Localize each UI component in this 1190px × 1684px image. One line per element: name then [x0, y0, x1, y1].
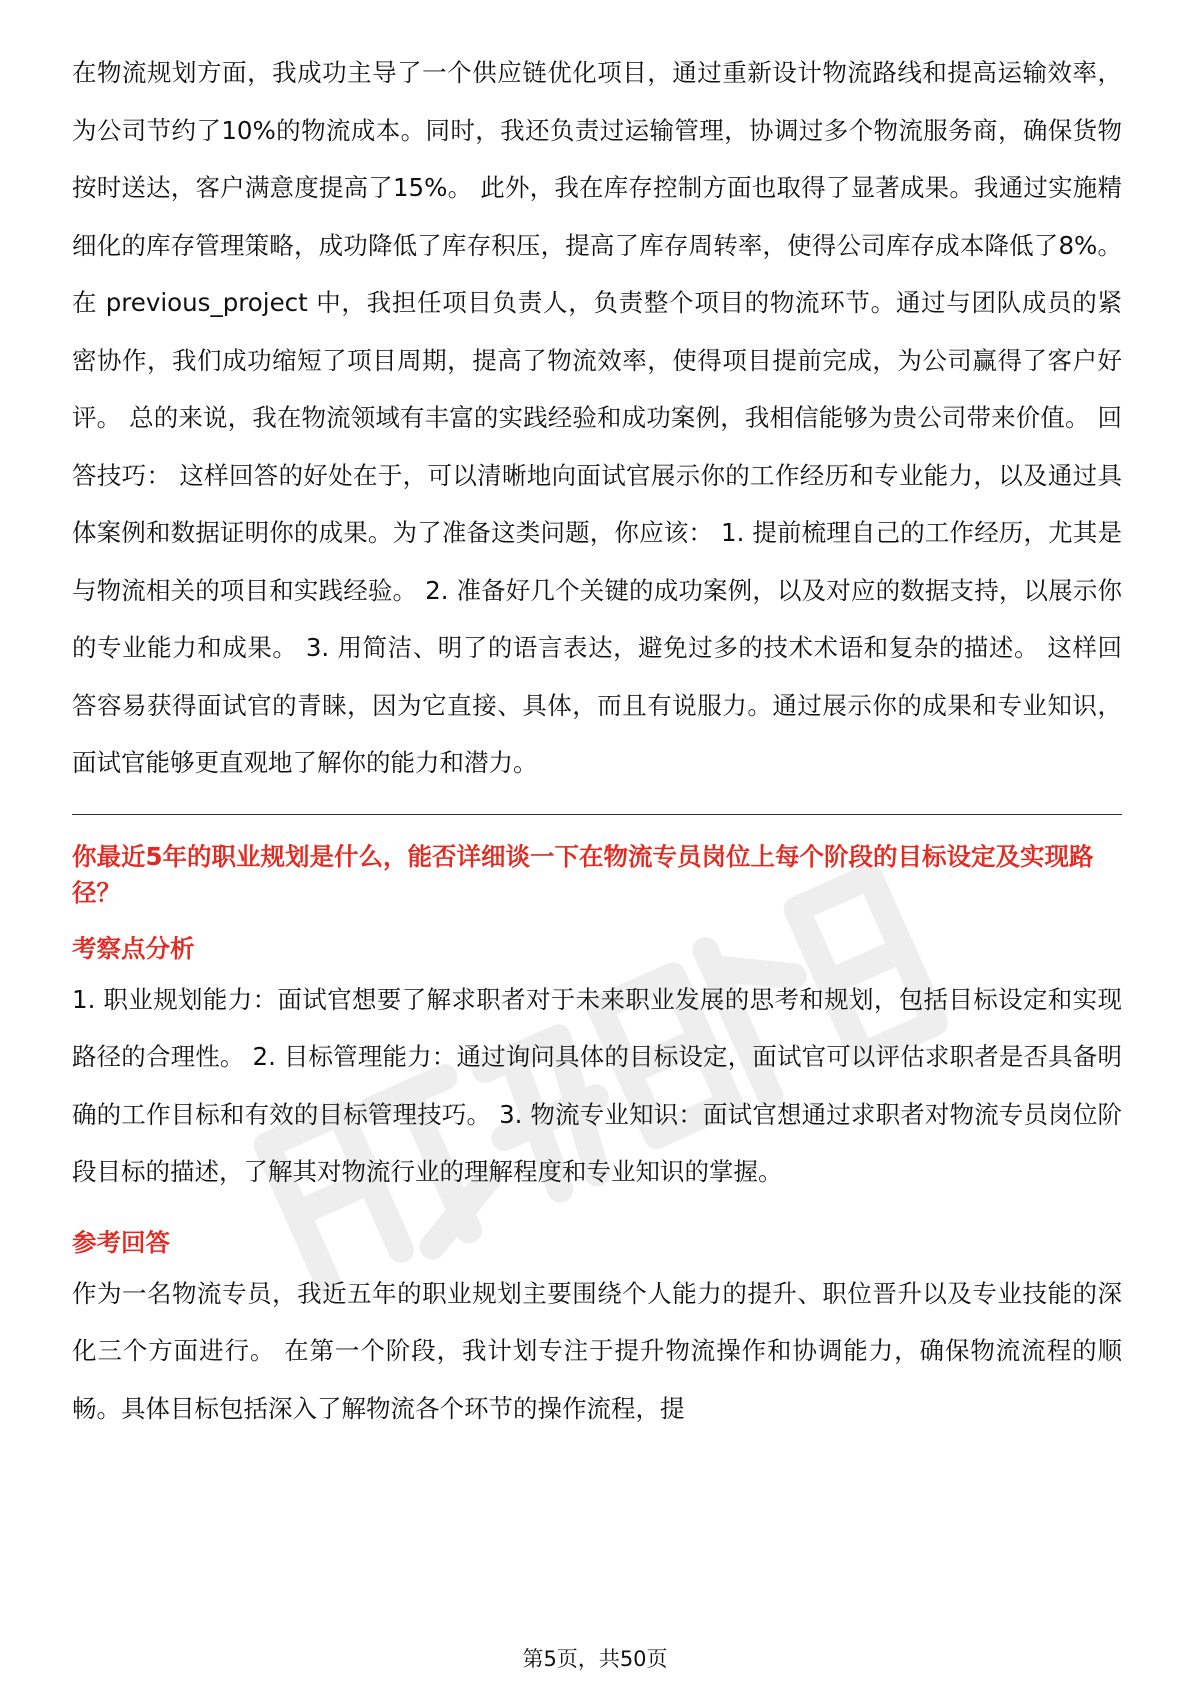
- interview-question: 你最近5年的职业规划是什么，能否详细谈一下在物流专员岗位上每个阶段的目标设定及实现路径？: [72, 841, 1094, 907]
- analysis-title: 考察点分析: [72, 933, 195, 963]
- page-content: [72, 44, 1122, 1437]
- section-divider: [72, 814, 1122, 815]
- answer-text: 作为一名物流专员，我近五年的职业规划主要围绕个人能力的提升、职位晋升以及专业技能的深化三个方面进行。 在第一个阶段，我计划专注于提升物流操作和协调能力，确保物流流程的顺畅。具体目标包括深入了解物流各个环节的操作流程，提: [72, 1278, 1122, 1423]
- page-number-footer: 第5页，共50页: [522, 1647, 668, 1671]
- answer-title: 参考回答: [72, 1227, 170, 1257]
- intro-paragraph: 在物流规划方面，我成功主导了一个供应链优化项目，通过重新设计物流路线和提高运输效率，为公司节约了10%的物流成本。同时，我还负责过运输管理，协调过多个物流服务商，确保货物按时送达，客户满意度提高了15%。 此外，我在库存控制方面也取得了显著成果。我通过实施精细化的库存管理策略，成功降低了库存积压，提高了库存周转率，使得公司库存成本降低了8%。 在 previous_project 中，我担任项目负责人，负责整个项目的物流环节。通过与团队成员的紧密协作，我们成功缩短了项目周期，提高了物流效率，使得项目提前完成，为公司赢得了客户好评。 总的来说，我在物流领域有丰富的实践经验和成功案例，我相信能够为贵公司带来价值。 回答技巧： 这样回答的好处在于，可以清晰地向面试官展示你的工作经历和专业能力，以及通过具体案例和数据证明你的成果。为了准备这类问题，你应该： 1. 提前梳理自己的工作经历，尤其是与物流相关的项目和实践经验。 2. 准备好几个关键的成功案例，以及对应的数据支持，以展示你的专业能力和成果。 3. 用简洁、明了的语言表达，避免过多的技术术语和复杂的描述。 这样回答容易获得面试官的青睐，因为它直接、具体，而且有说服力。通过展示你的成果和专业知识，面试官能够更直观地了解你的能力和潜力。: [72, 58, 1122, 777]
- analysis-text: 1. 职业规划能力：面试官想要了解求职者对于未来职业发展的思考和规划，包括目标设定和实现路径的合理性。 2. 目标管理能力：通过询问具体的目标设定，面试官可以评估求职者是否具备明确的工作目标和有效的目标管理技巧。 3. 物流专业知识：面试官想通过求职者对物流专员岗位阶段目标的描述，了解其对物流行业的理解程度和专业知识的掌握。: [72, 984, 1122, 1186]
